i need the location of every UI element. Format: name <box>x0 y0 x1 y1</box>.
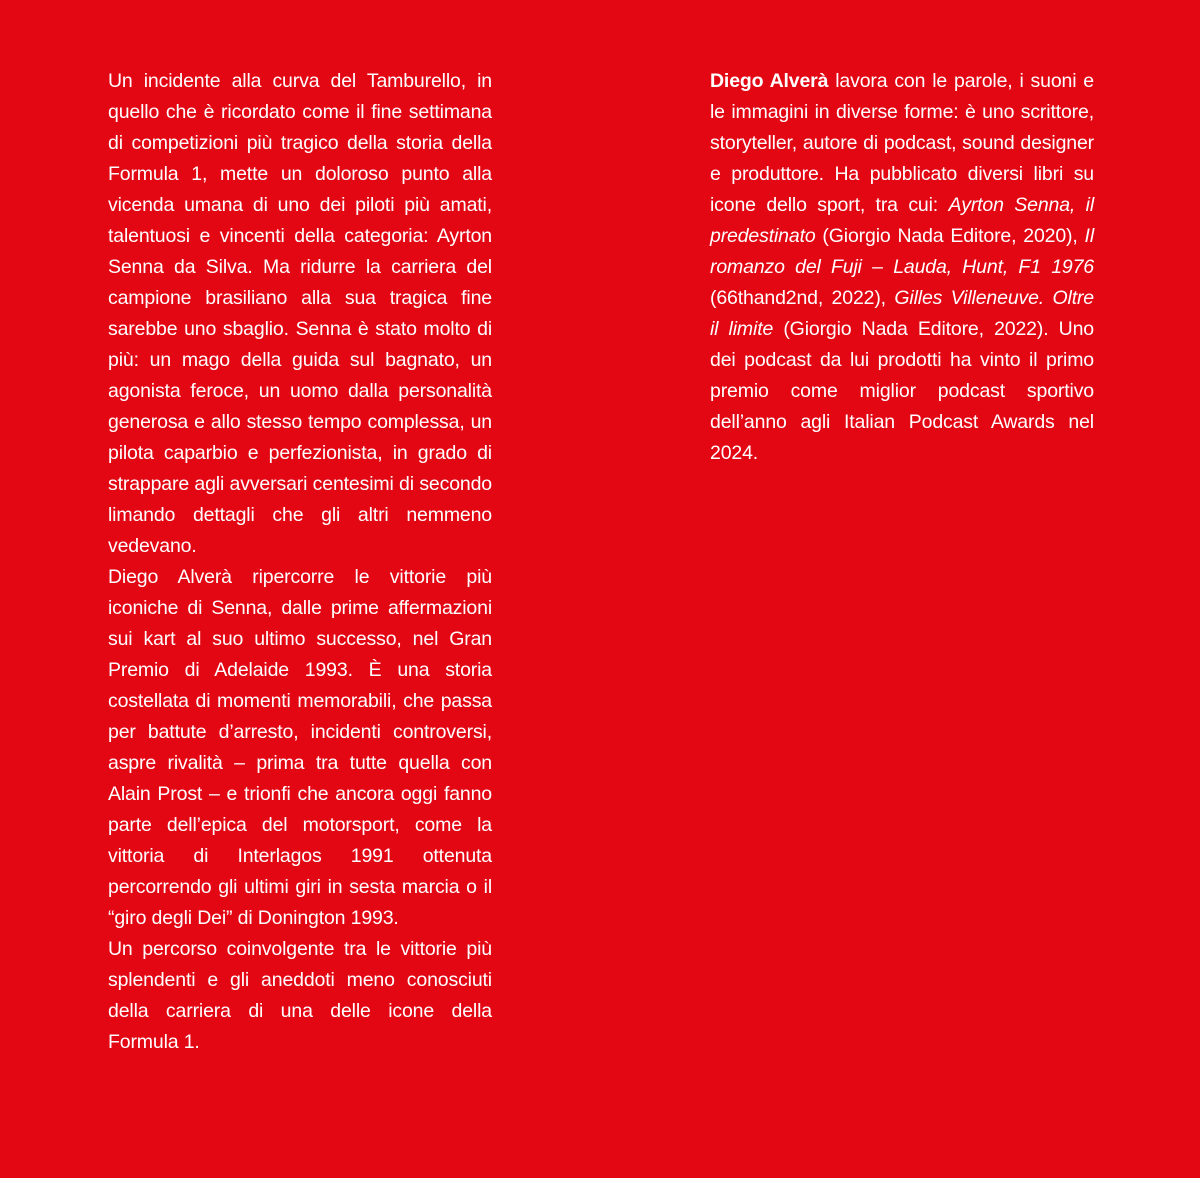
blurb-paragraph-2: Diego Alverà ripercorre le vittorie più iconiche di Senna, dalle prime affermazioni sui kart al suo ultimo successo, nel Gran Premio di Adelaide 1993. È una storia costellata di momenti memorabili, che passa per battute d’arresto, incidenti controversi, aspre rivalità – prima tra tutte quella con Alain Prost – e trionfi che ancora oggi fanno parte dell’epica del motorsport, come la vittoria di Interlagos 1991 ottenuta percorrendo gli ultimi giri in sesta marcia o il “giro degli Dei” di Donington 1993. <box>108 566 492 929</box>
book-info-3: (Giorgio Nada Editore, 2022). Uno dei podcast da lui prodotti ha vinto il primo premio come miglior podcast sportivo dell’anno agli Italian Podcast Awards nel 2024. <box>710 318 1094 464</box>
author-bio-column <box>710 66 1094 469</box>
book-title-1: Ayrton Senna, il predestinato <box>710 194 1095 247</box>
book-title-3: Gilles Villeneuve. Oltre il limite <box>710 287 1095 340</box>
book-info-2: (66thand2nd, 2022), <box>710 287 895 309</box>
author-bio-intro: lavora con le parole, i suoni e le immagini in diverse forme: è uno scrittore, storyteller, autore di podcast, sound designer e produttore. Ha pubblicato diversi libri su icone dello sport, tra cui: <box>710 70 1095 216</box>
blurb-column <box>108 66 492 1058</box>
blurb-paragraph-1: Un incidente alla curva del Tamburello, in quello che è ricordato come il fine settimana di competizioni più tragico della storia della Formula 1, mette un doloroso punto alla vicenda umana di uno dei piloti più amati, talentuosi e vincenti della categoria: Ayrton Senna da Silva. Ma ridurre la carriera del campione brasiliano alla sua tragica fine sarebbe uno sbaglio. Senna è stato molto di più: un mago della guida sul bagnato, un agonista feroce, un uomo dalla personalità generosa e allo stesso tempo complessa, un pilota caparbio e perfezionista, in grado di strappare agli avversari centesimi di secondo limando dettagli che gli altri nemmeno vedevano. <box>108 70 492 557</box>
author-name: Diego Alverà <box>710 70 829 92</box>
blurb-paragraph-3: Un percorso coinvolgente tra le vittorie più splendenti e gli aneddoti meno conosciuti della carriera di una delle icone della Formula 1. <box>108 938 492 1053</box>
book-info-1: (Giorgio Nada Editore, 2020), <box>815 225 1085 247</box>
book-title-2: Il romanzo del Fuji – Lauda, Hunt, F1 1976 <box>710 225 1094 278</box>
author-bio <box>710 66 1094 469</box>
